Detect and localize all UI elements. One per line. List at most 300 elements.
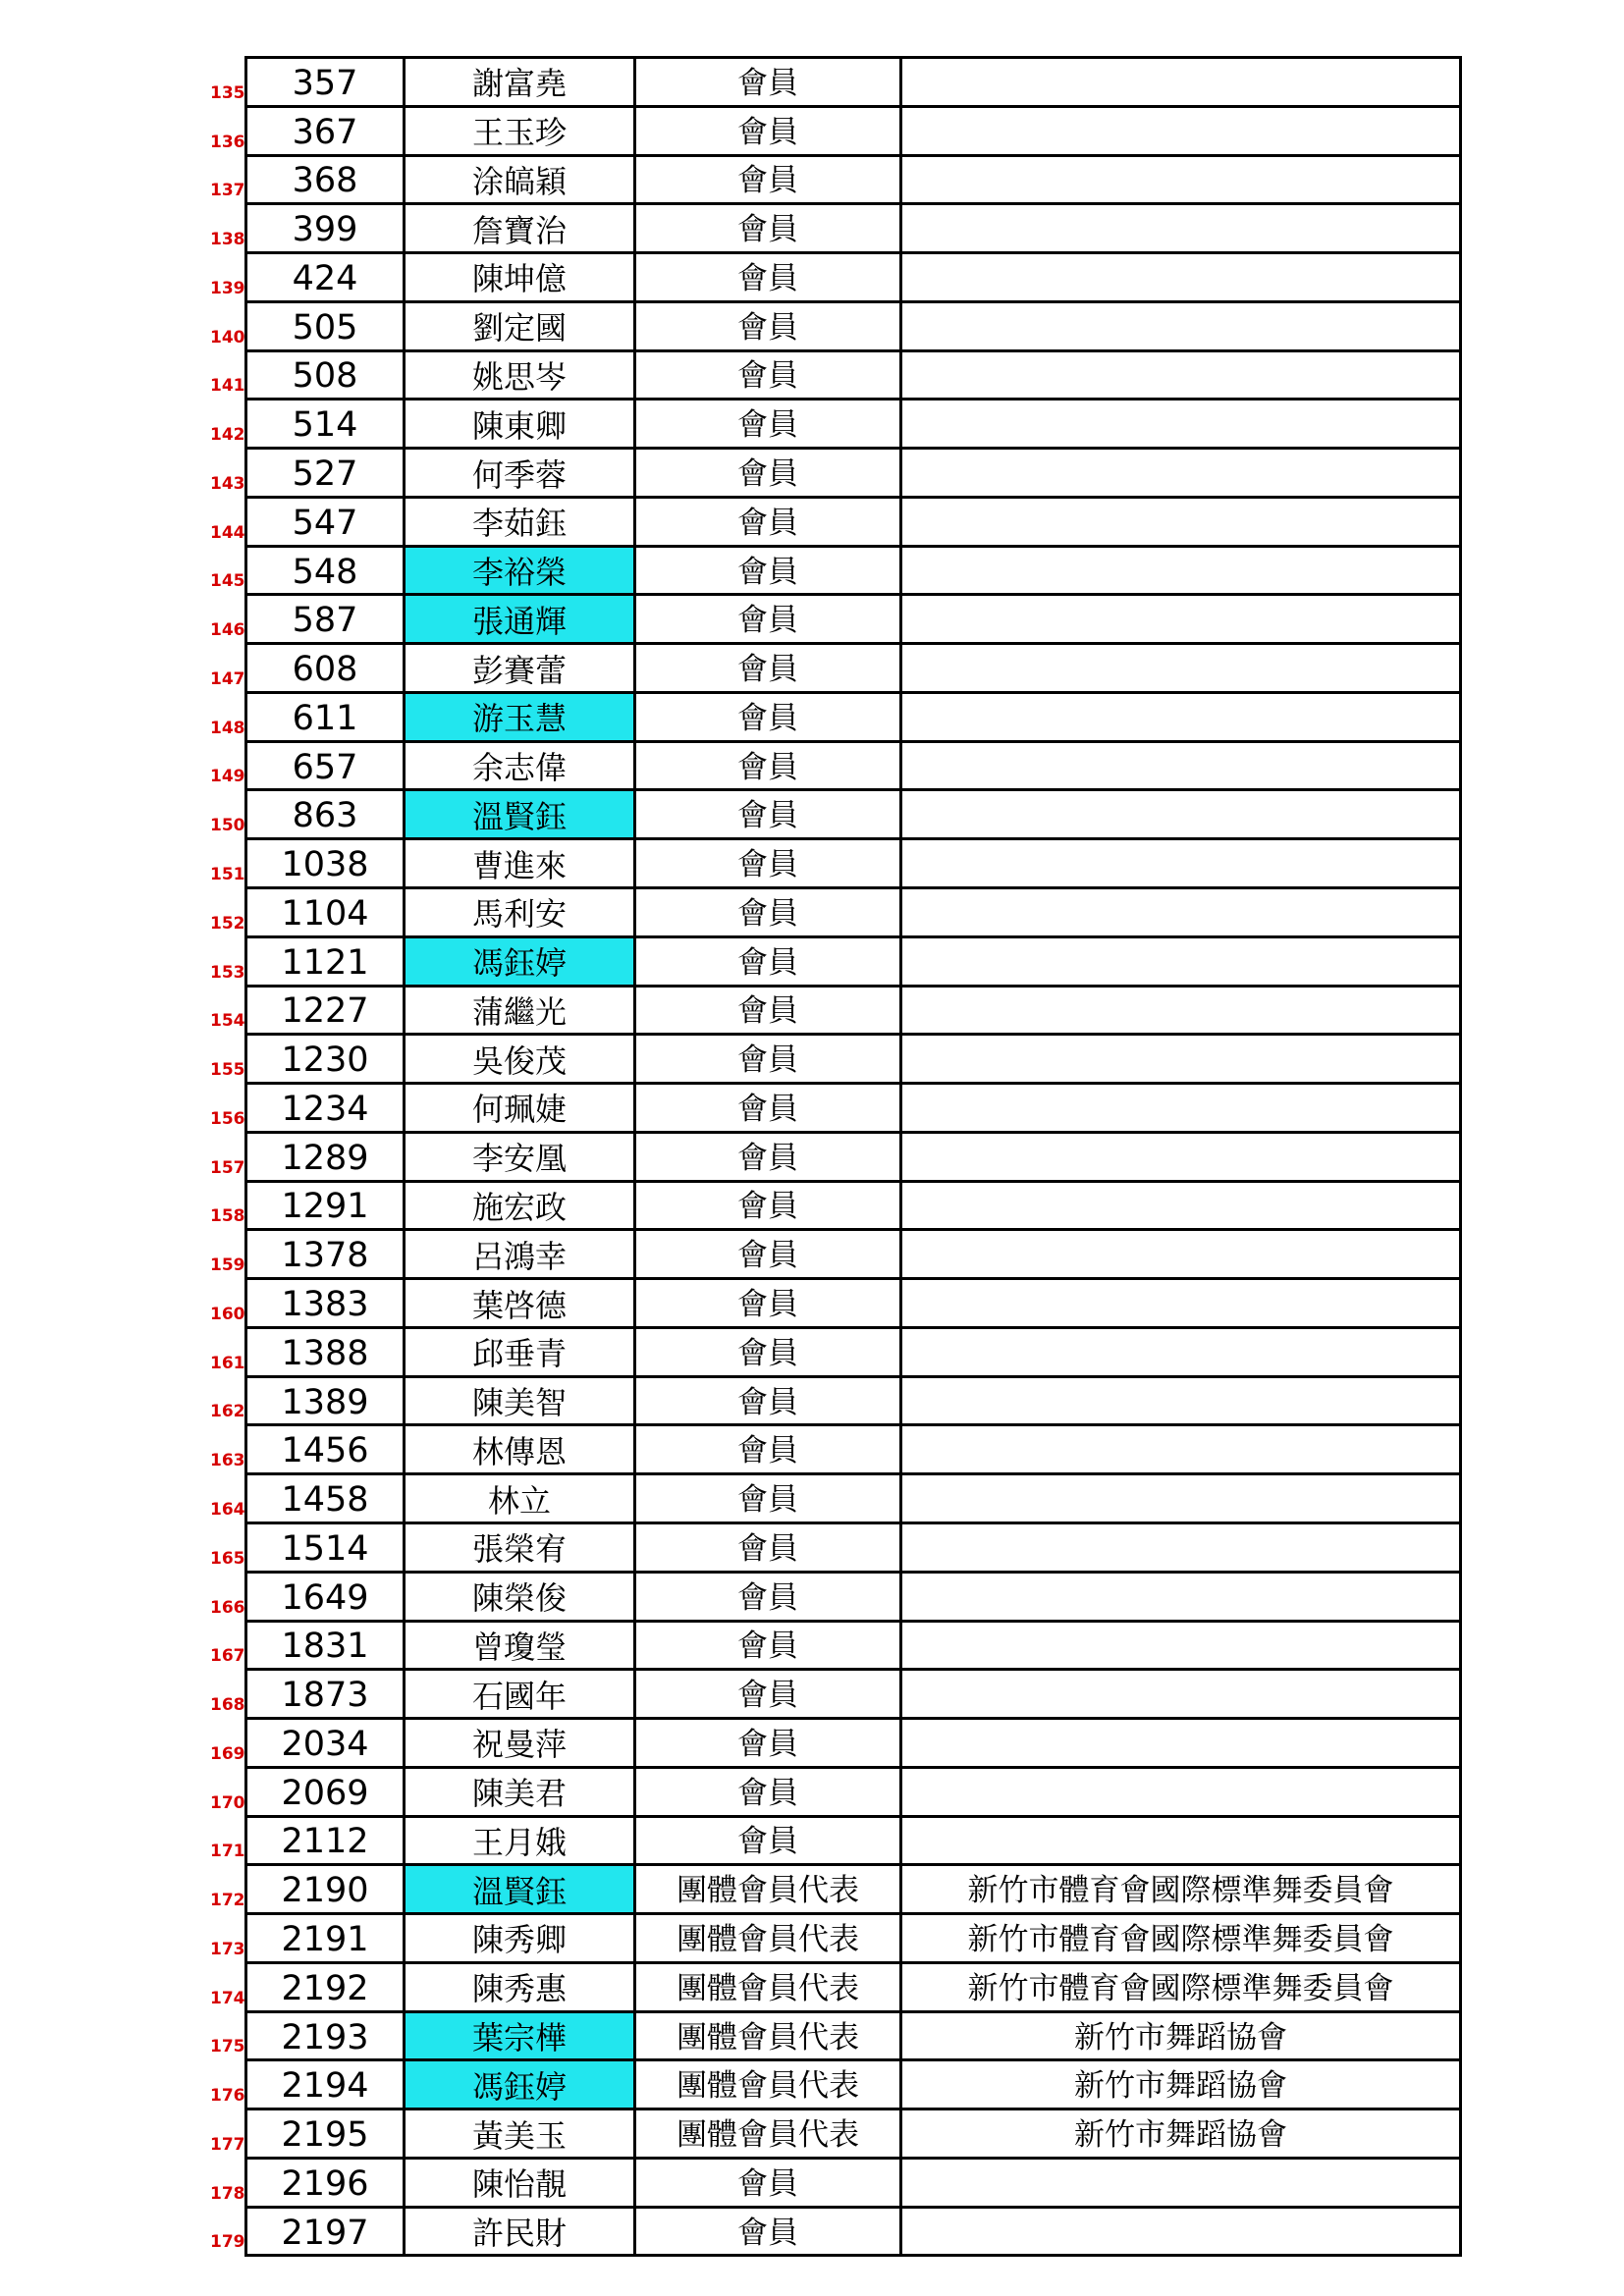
row-index-label: 150 [210,816,245,836]
member-name-cell: 涂皜穎 [405,155,635,204]
member-number: 2112 [281,1822,369,1862]
member-number: 1383 [281,1285,369,1325]
member-number-cell [210,1230,405,1279]
organization-cell [901,546,1461,595]
table-row [246,1132,1461,1181]
row-index-label: 140 [210,327,245,347]
row-index-label: 148 [210,718,245,738]
member-number-cell [210,1327,405,1376]
member-name-cell: 曹進來 [405,839,635,888]
member-type-cell: 會員 [635,449,901,498]
member-number-cell [210,1474,405,1523]
member-name-cell: 陳秀惠 [405,1962,635,2011]
member-number: 2193 [281,2017,369,2057]
member-type-cell: 會員 [635,1084,901,1133]
member-number: 863 [292,796,358,836]
member-number-cell [210,58,405,107]
member-number-cell [210,986,405,1035]
row-index-label: 147 [210,668,245,689]
member-number-cell [210,1522,405,1572]
member-number-cell [210,741,405,790]
member-type-cell: 會員 [635,1522,901,1572]
member-name-cell: 曾瓊瑩 [405,1621,635,1670]
row-index-label: 146 [210,620,245,641]
member-number-cell [210,2207,405,2256]
organization-cell [901,888,1461,937]
member-type-cell: 會員 [635,1670,901,1719]
organization-cell [901,644,1461,693]
member-type-cell: 會員 [635,1376,901,1425]
row-index-label: 171 [210,1842,245,1862]
member-name-cell: 劉定國 [405,301,635,350]
member-name-cell: 溫賢鈺 [405,790,635,839]
organization-cell: 新竹市舞蹈協會 [901,2109,1461,2159]
member-number: 368 [292,161,358,201]
table-row [246,1719,1461,1768]
organization-cell [901,1035,1461,1084]
member-number-cell [210,595,405,644]
organization-cell [901,58,1461,107]
member-type-cell: 會員 [635,1327,901,1376]
member-type-cell: 會員 [635,936,901,986]
member-type-cell: 團體會員代表 [635,1914,901,1963]
member-number: 2197 [281,2213,369,2253]
member-number-cell [210,1376,405,1425]
member-roster-table [210,56,1462,2257]
member-type-cell: 會員 [635,1230,901,1279]
table-row [246,1327,1461,1376]
row-index-label: 156 [210,1108,245,1129]
row-index-label: 141 [210,376,245,397]
member-number: 2192 [281,1968,369,2008]
organization-cell [901,1572,1461,1621]
member-number-cell [210,1572,405,1621]
member-number: 1038 [281,845,369,885]
organization-cell [901,350,1461,400]
row-index-label: 138 [210,230,245,250]
member-name-cell: 陳東卿 [405,400,635,449]
member-type-cell: 會員 [635,1474,901,1523]
member-number-cell [210,692,405,741]
table-row [246,204,1461,253]
table-row [246,1376,1461,1425]
table-row [246,839,1461,888]
organization-cell [901,1670,1461,1719]
member-name-cell: 黃美玉 [405,2109,635,2159]
table-row [246,2060,1461,2109]
member-type-cell: 會員 [635,253,901,302]
table-row [246,1425,1461,1474]
member-name-cell: 呂鴻幸 [405,1230,635,1279]
member-number-cell [210,546,405,595]
member-number: 505 [292,307,358,347]
member-number-cell [210,936,405,986]
row-index-label: 139 [210,278,245,298]
member-number-cell [210,2158,405,2207]
member-type-cell: 會員 [635,790,901,839]
table-row [246,1962,1461,2011]
member-number-cell [210,1816,405,1865]
member-number: 1230 [281,1041,369,1081]
organization-cell [901,1522,1461,1572]
row-index-label: 144 [210,522,245,543]
row-index-label: 165 [210,1548,245,1569]
member-number: 657 [292,747,358,787]
member-type-cell: 團體會員代表 [635,1865,901,1914]
member-name-cell: 余志偉 [405,741,635,790]
organization-cell [901,790,1461,839]
member-name-cell: 吳俊茂 [405,1035,635,1084]
member-type-cell: 會員 [635,1035,901,1084]
member-type-cell: 會員 [635,106,901,155]
organization-cell [901,301,1461,350]
table-row [246,350,1461,400]
table-row [246,986,1461,1035]
member-name-cell: 林傳恩 [405,1425,635,1474]
organization-cell [901,1230,1461,1279]
row-index-label: 174 [210,1988,245,2008]
table-row [246,400,1461,449]
member-name-cell: 謝富堯 [405,58,635,107]
organization-cell [901,1376,1461,1425]
member-number-cell [210,2011,405,2060]
row-index-label: 168 [210,1695,245,1716]
member-number-cell [210,106,405,155]
row-index-label: 137 [210,181,245,201]
member-number: 424 [292,258,358,298]
member-type-cell: 會員 [635,204,901,253]
organization-cell [901,839,1461,888]
member-name-cell: 陳坤億 [405,253,635,302]
member-number-cell [210,1621,405,1670]
member-name-cell: 姚思岑 [405,350,635,400]
row-index-label: 167 [210,1646,245,1667]
member-name-cell: 蒲繼光 [405,986,635,1035]
member-type-cell: 團體會員代表 [635,1962,901,2011]
member-number: 399 [292,210,358,250]
organization-cell [901,2207,1461,2256]
table-row [246,595,1461,644]
member-number-cell [210,888,405,937]
member-number: 367 [292,112,358,152]
member-type-cell: 會員 [635,155,901,204]
organization-cell [901,253,1461,302]
row-index-label: 135 [210,82,245,103]
row-index-label: 169 [210,1743,245,1764]
member-number: 1378 [281,1236,369,1276]
member-number-cell [210,839,405,888]
member-type-cell: 會員 [635,1719,901,1768]
table-row [246,1474,1461,1523]
member-name-cell: 林立 [405,1474,635,1523]
member-type-cell: 會員 [635,595,901,644]
member-number-cell [210,790,405,839]
row-index-label: 175 [210,2037,245,2057]
row-index-label: 145 [210,571,245,592]
row-index-label: 143 [210,473,245,494]
member-number: 1389 [281,1382,369,1422]
roster-body [210,58,1461,2256]
member-number: 2034 [281,1724,369,1764]
row-index-label: 173 [210,1939,245,1959]
member-type-cell: 會員 [635,58,901,107]
member-name-cell: 詹寶治 [405,204,635,253]
member-name-cell: 陳美君 [405,1767,635,1816]
row-index-label: 155 [210,1060,245,1081]
member-name-cell: 陳怡靚 [405,2158,635,2207]
table-row [246,301,1461,350]
member-number: 2196 [281,2163,369,2204]
table-row [246,790,1461,839]
row-index-label: 166 [210,1597,245,1618]
member-number: 1388 [281,1333,369,1373]
row-index-label: 158 [210,1206,245,1227]
member-number: 1121 [281,942,369,983]
organization-cell: 新竹市體育會國際標準舞委員會 [901,1962,1461,2011]
member-number: 2069 [281,1773,369,1813]
member-type-cell: 會員 [635,888,901,937]
row-index-label: 160 [210,1304,245,1324]
member-number: 1227 [281,991,369,1032]
member-number-cell [210,1181,405,1230]
member-type-cell: 會員 [635,301,901,350]
organization-cell [901,1279,1461,1328]
member-name-cell: 石國年 [405,1670,635,1719]
table-row [246,2011,1461,2060]
member-number-cell [210,1084,405,1133]
member-name-cell: 張榮宥 [405,1522,635,1572]
member-number: 357 [292,63,358,103]
table-row [246,1084,1461,1133]
member-number: 547 [292,503,358,543]
organization-cell [901,106,1461,155]
table-row [246,1035,1461,1084]
table-row [246,449,1461,498]
member-type-cell: 會員 [635,2207,901,2256]
member-number-cell [210,1865,405,1914]
member-number: 1104 [281,893,369,934]
row-index-label: 178 [210,2183,245,2204]
row-index-label: 172 [210,1891,245,1911]
member-type-cell: 會員 [635,1181,901,1230]
table-row [246,1230,1461,1279]
member-number: 1458 [281,1480,369,1521]
member-number-cell [210,1132,405,1181]
organization-cell [901,1767,1461,1816]
member-type-cell: 會員 [635,400,901,449]
member-name-cell: 李裕榮 [405,546,635,595]
table-row [246,58,1461,107]
member-name-cell: 李茹鈺 [405,497,635,546]
table-row [246,155,1461,204]
table-row [246,1670,1461,1719]
member-name-cell: 何季蓉 [405,449,635,498]
member-number-cell [210,1962,405,2011]
row-index-label: 170 [210,1792,245,1813]
member-number-cell [210,1914,405,1963]
organization-cell [901,595,1461,644]
member-type-cell: 會員 [635,1816,901,1865]
organization-cell [901,400,1461,449]
member-number-cell [210,497,405,546]
row-index-label: 151 [210,865,245,885]
organization-cell [901,155,1461,204]
member-type-cell: 會員 [635,839,901,888]
member-number: 527 [292,454,358,494]
member-number: 587 [292,601,358,641]
organization-cell [901,986,1461,1035]
table-row [246,253,1461,302]
member-name-cell: 王月娥 [405,1816,635,1865]
table-row [246,692,1461,741]
organization-cell [901,1474,1461,1523]
member-number-cell [210,2109,405,2159]
table-row [246,1767,1461,1816]
member-name-cell: 葉宗樺 [405,2011,635,2060]
member-number: 1831 [281,1627,369,1667]
member-number: 514 [292,405,358,446]
member-number: 1456 [281,1431,369,1471]
row-index-label: 136 [210,132,245,152]
member-number-cell [210,1425,405,1474]
row-index-label: 154 [210,1011,245,1032]
member-number: 2195 [281,2115,369,2156]
member-number: 1289 [281,1138,369,1178]
member-number-cell [210,155,405,204]
table-row [246,741,1461,790]
member-number: 608 [292,650,358,690]
member-name-cell: 陳榮俊 [405,1572,635,1621]
table-row [246,546,1461,595]
member-number: 508 [292,356,358,397]
member-type-cell: 會員 [635,986,901,1035]
table-row [246,1572,1461,1621]
member-type-cell: 會員 [635,1767,901,1816]
member-number-cell [210,1719,405,1768]
table-row [246,1522,1461,1572]
member-number-cell [210,1767,405,1816]
organization-cell [901,1181,1461,1230]
organization-cell [901,1621,1461,1670]
table-row [246,1816,1461,1865]
table-row [246,888,1461,937]
member-number: 2191 [281,1919,369,1959]
member-number-cell [210,1035,405,1084]
organization-cell [901,1719,1461,1768]
member-type-cell: 會員 [635,741,901,790]
member-number: 1514 [281,1528,369,1569]
member-name-cell: 何珮婕 [405,1084,635,1133]
member-number: 1234 [281,1089,369,1129]
table-row [246,1865,1461,1914]
member-name-cell: 彭賽蕾 [405,644,635,693]
member-number-cell [210,2060,405,2109]
row-index-label: 162 [210,1402,245,1422]
table-row [246,2207,1461,2256]
member-type-cell: 會員 [635,497,901,546]
member-number-cell [210,449,405,498]
row-index-label: 149 [210,767,245,787]
member-number: 2194 [281,2066,369,2107]
row-index-label: 157 [210,1157,245,1178]
organization-cell [901,2158,1461,2207]
organization-cell: 新竹市體育會國際標準舞委員會 [901,1914,1461,1963]
row-index-label: 164 [210,1499,245,1520]
row-index-label: 161 [210,1353,245,1373]
row-index-label: 177 [210,2134,245,2155]
member-number: 1649 [281,1577,369,1618]
member-type-cell: 會員 [635,1132,901,1181]
member-name-cell: 邱垂青 [405,1327,635,1376]
member-number: 611 [292,698,358,738]
organization-cell [901,204,1461,253]
row-index-label: 163 [210,1451,245,1471]
organization-cell [901,692,1461,741]
organization-cell [901,497,1461,546]
organization-cell [901,1327,1461,1376]
member-number-cell [210,1670,405,1719]
organization-cell [901,1132,1461,1181]
member-number: 1873 [281,1676,369,1716]
organization-cell: 新竹市體育會國際標準舞委員會 [901,1865,1461,1914]
member-name-cell: 陳美智 [405,1376,635,1425]
member-number-cell [210,350,405,400]
table-row [246,1181,1461,1230]
member-name-cell: 施宏政 [405,1181,635,1230]
member-number-cell [210,253,405,302]
member-name-cell: 祝曼萍 [405,1719,635,1768]
organization-cell [901,1425,1461,1474]
organization-cell: 新竹市舞蹈協會 [901,2060,1461,2109]
organization-cell [901,936,1461,986]
table-row [246,1621,1461,1670]
row-index-label: 159 [210,1255,245,1276]
member-type-cell: 會員 [635,1279,901,1328]
member-name-cell: 陳秀卿 [405,1914,635,1963]
member-name-cell: 溫賢鈺 [405,1865,635,1914]
member-type-cell: 團體會員代表 [635,2109,901,2159]
member-name-cell: 葉啓德 [405,1279,635,1328]
member-name-cell: 游玉慧 [405,692,635,741]
organization-cell [901,449,1461,498]
member-type-cell: 團體會員代表 [635,2060,901,2109]
table-row [246,2109,1461,2159]
member-number: 2190 [281,1871,369,1911]
member-number-cell [210,301,405,350]
member-type-cell: 會員 [635,1425,901,1474]
member-type-cell: 會員 [635,350,901,400]
organization-cell: 新竹市舞蹈協會 [901,2011,1461,2060]
member-name-cell: 王玉珍 [405,106,635,155]
member-type-cell: 會員 [635,1572,901,1621]
member-type-cell: 會員 [635,644,901,693]
table-row [246,2158,1461,2207]
member-name-cell: 馮鈺婷 [405,2060,635,2109]
row-index-label: 152 [210,913,245,934]
row-index-label: 179 [210,2232,245,2253]
table-row [246,936,1461,986]
member-type-cell: 會員 [635,1621,901,1670]
member-name-cell: 馮鈺婷 [405,936,635,986]
member-name-cell: 張通輝 [405,595,635,644]
organization-cell [901,1084,1461,1133]
member-type-cell: 會員 [635,2158,901,2207]
member-number-cell [210,400,405,449]
organization-cell [901,1816,1461,1865]
table-row [246,497,1461,546]
member-type-cell: 會員 [635,546,901,595]
row-index-label: 142 [210,425,245,446]
